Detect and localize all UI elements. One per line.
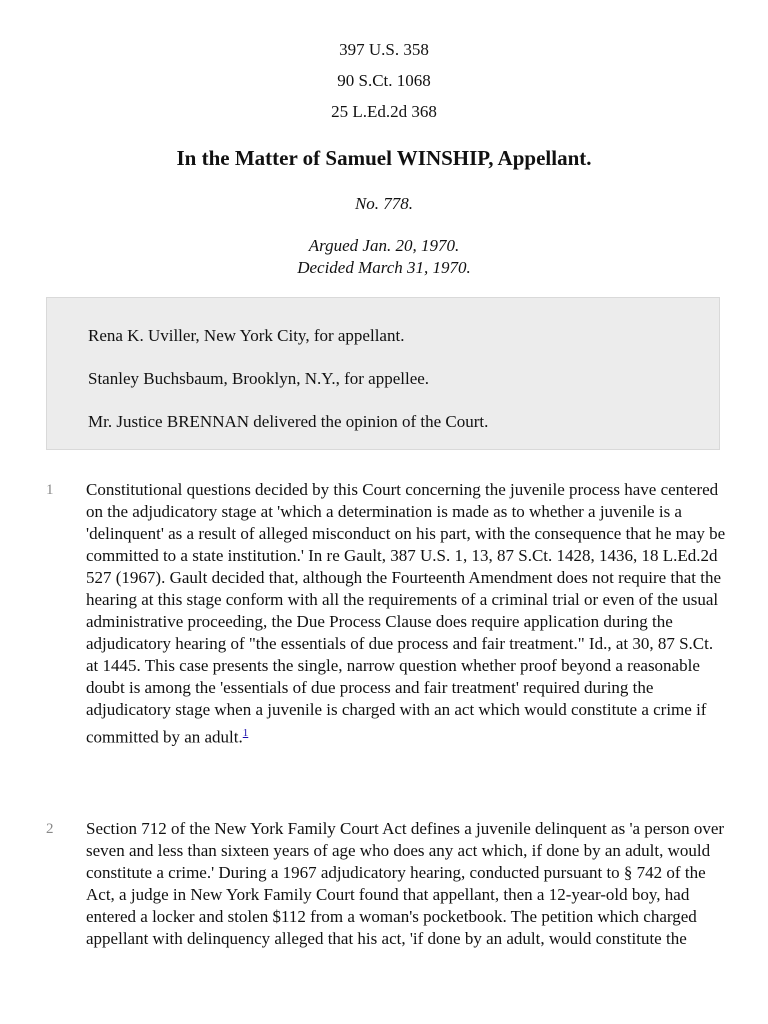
- paragraph-number: 1: [46, 482, 54, 498]
- counsel-box: [46, 297, 720, 450]
- paragraph-text: [86, 479, 726, 749]
- paragraph-body: Constitutional questions decided by this Court concerning the juvenile process have centered on the adjudicatory stage at 'which a determination is made as to whether a juvenile is a 'delinquent' as a result of alleged misconduct on his part, with the consequence that he may be committed to a state institution.' In re Gault, 387 U.S. 1, 13, 87 S.Ct. 1428, 1436, 18 L.Ed.2d 527 (1967). Gault decided that, although the Fourteenth Amendment does not require that the hearing at this stage conform with all the requirements of a criminal trial or even of the usual administrative proceeding, the Due Process Clause does require application during the adjudicatory hearing of "the essentials of due process and fair treatment." Id., at 30, 87 S.Ct. at 1445. This case presents the single, narrow question whether proof beyond a reasonable doubt is among the 'essentials of due process and fair treatment' required during the adjudicatory stage when a juvenile is charged with an act which would constitute a crime if committed by an adult.: [86, 480, 726, 747]
- paragraph-number: 2: [46, 821, 54, 837]
- case-dates: [0, 235, 768, 279]
- decided-date: Decided March 31, 1970.: [297, 258, 471, 277]
- footnote-ref: [243, 724, 249, 740]
- paragraph-text: [86, 818, 726, 950]
- citation-us: 397 U.S. 358: [339, 40, 429, 59]
- docket-number: No. 778.: [354, 194, 414, 213]
- argued-date: Argued Jan. 20, 1970.: [308, 236, 460, 255]
- footnote-1-link[interactable]: 1: [242, 727, 249, 739]
- counsel-appellee: Stanley Buchsbaum, Brooklyn, N.Y., for appellee.: [88, 369, 430, 388]
- opinion-author: Mr. Justice BRENNAN delivered the opinion of the Court.: [88, 412, 489, 431]
- case-title: In the Matter of Samuel WINSHIP, Appellant.: [176, 146, 592, 170]
- paragraph-body: Section 712 of the New York Family Court Act defines a juvenile delinquent as 'a person over seven and less than sixteen years of age who does any act which, if done by an adult, would constitute a crime.' During a 1967 adjudicatory hearing, conducted pursuant to § 742 of the Act, a judge in New York Family Court found that appellant, then a 12-year-old boy, had entered a locker and stolen $112 from a woman's pocketbook. The petition which charged appellant with delinquency alleged that his act, 'if done by an adult, would constitute the: [86, 819, 725, 948]
- citations: [0, 34, 768, 127]
- citation-sct: 90 S.Ct. 1068: [337, 71, 431, 90]
- counsel-appellant: Rena K. Uviller, New York City, for appellant.: [88, 326, 405, 345]
- citation-led: 25 L.Ed.2d 368: [331, 102, 437, 121]
